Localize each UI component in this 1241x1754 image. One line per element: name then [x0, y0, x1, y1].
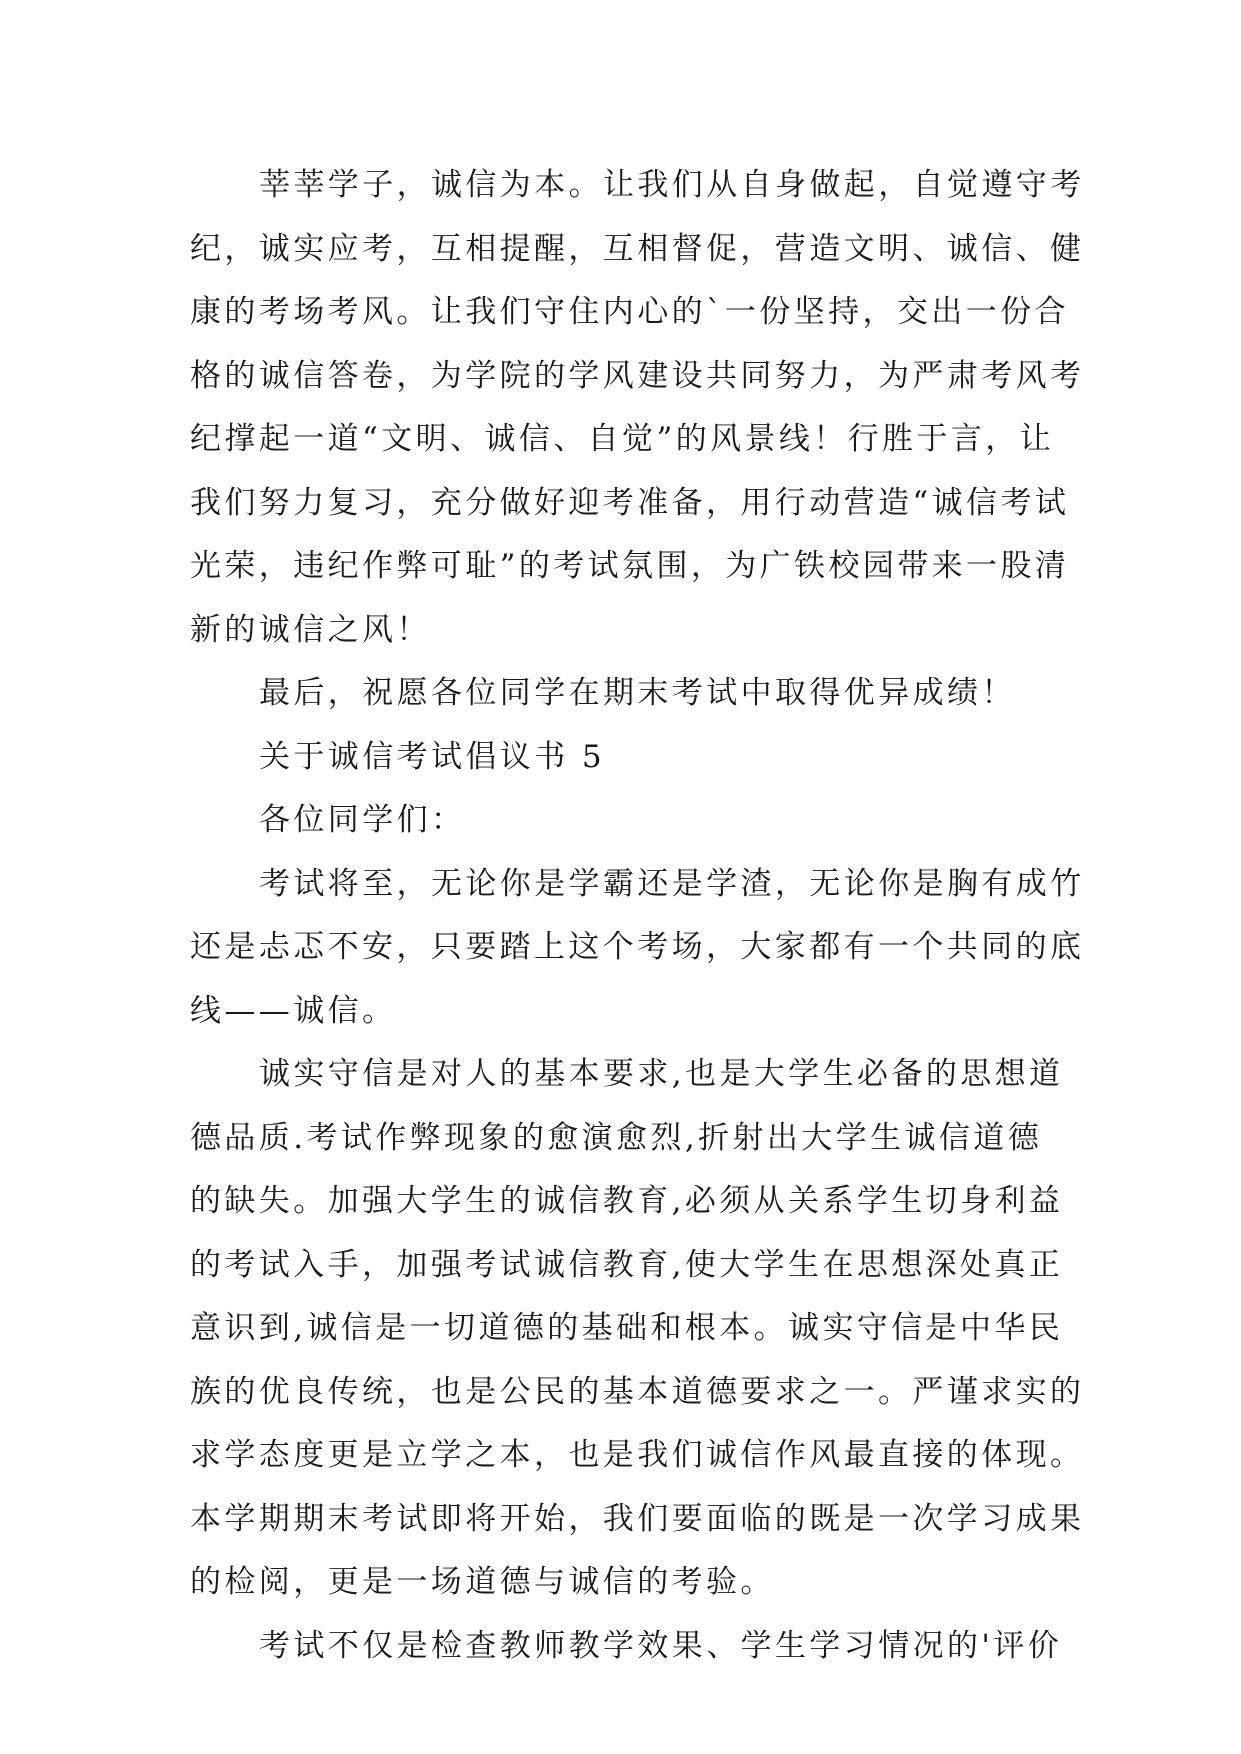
text-line: 各位同学们：	[259, 802, 466, 838]
text-line: 康的考场考风。让我们守住内心的`一份坚持，交出一份合	[190, 294, 1069, 330]
text-line: 的检阅，更是一场道德与诚信的考验。	[190, 1564, 775, 1600]
text-line: 新的诚信之风！	[190, 611, 431, 648]
text-line: 莘莘学子，诚信为本。让我们从自身做起，自觉遵守考	[259, 167, 1085, 203]
text-line: 线——诚信。	[190, 992, 397, 1029]
document-body	[190, 154, 1085, 1678]
text-line: 纪撑起一道“文明、诚信、自觉”的风景线！行胜于言，让	[190, 421, 1055, 457]
text-line: 格的诚信答卷，为学院的学风建设共同努力，为严肃考风考	[190, 357, 1085, 394]
text-line: 族的优良传统，也是公民的基本道德要求之一。严谨求实的	[190, 1373, 1085, 1410]
text-line: 意识到,诚信是一切道德的基础和根本。诚实守信是中华民	[190, 1310, 1064, 1346]
text-line: 的缺失。加强大学生的诚信教育,必须从关系学生切身利益	[190, 1183, 1064, 1219]
text-line: 德品质.考试作弊现象的愈演愈烈,折射出大学生诚信道德	[190, 1119, 1043, 1156]
text-line: 考试不仅是检查教师教学效果、学生学习情况的'评价	[259, 1627, 1063, 1664]
text-line: 还是忐忑不安，只要踏上这个考场，大家都有一个共同的底	[190, 929, 1085, 965]
text-line: 光荣，违纪作弊可耻”的考试氛围，为广铁校园带来一股清	[190, 548, 1070, 584]
text-line: 纪，诚实应考，互相提醒，互相督促，营造文明、诚信、健	[190, 230, 1085, 267]
text-line: 最后，祝愿各位同学在期末考试中取得优异成绩！	[259, 675, 1016, 711]
text-line: 的考试入手，加强考试诚信教育,使大学生在思想深处真正	[190, 1246, 1064, 1283]
text-line: 考试将至，无论你是学霸还是学渣，无论你是胸有成竹	[259, 865, 1085, 902]
text-line: 我们努力复习，充分做好迎考准备，用行动营造“诚信考试	[190, 484, 1070, 521]
text-line: 诚实守信是对人的基本要求,也是大学生必备的思想道	[259, 1056, 1064, 1092]
text-line: 关于诚信考试倡议书 5	[259, 738, 605, 775]
text-line: 求学态度更是立学之本，也是我们诚信作风最直接的体现。	[190, 1437, 1085, 1473]
text-line: 本学期期末考试即将开始，我们要面临的既是一次学习成果	[190, 1500, 1085, 1537]
